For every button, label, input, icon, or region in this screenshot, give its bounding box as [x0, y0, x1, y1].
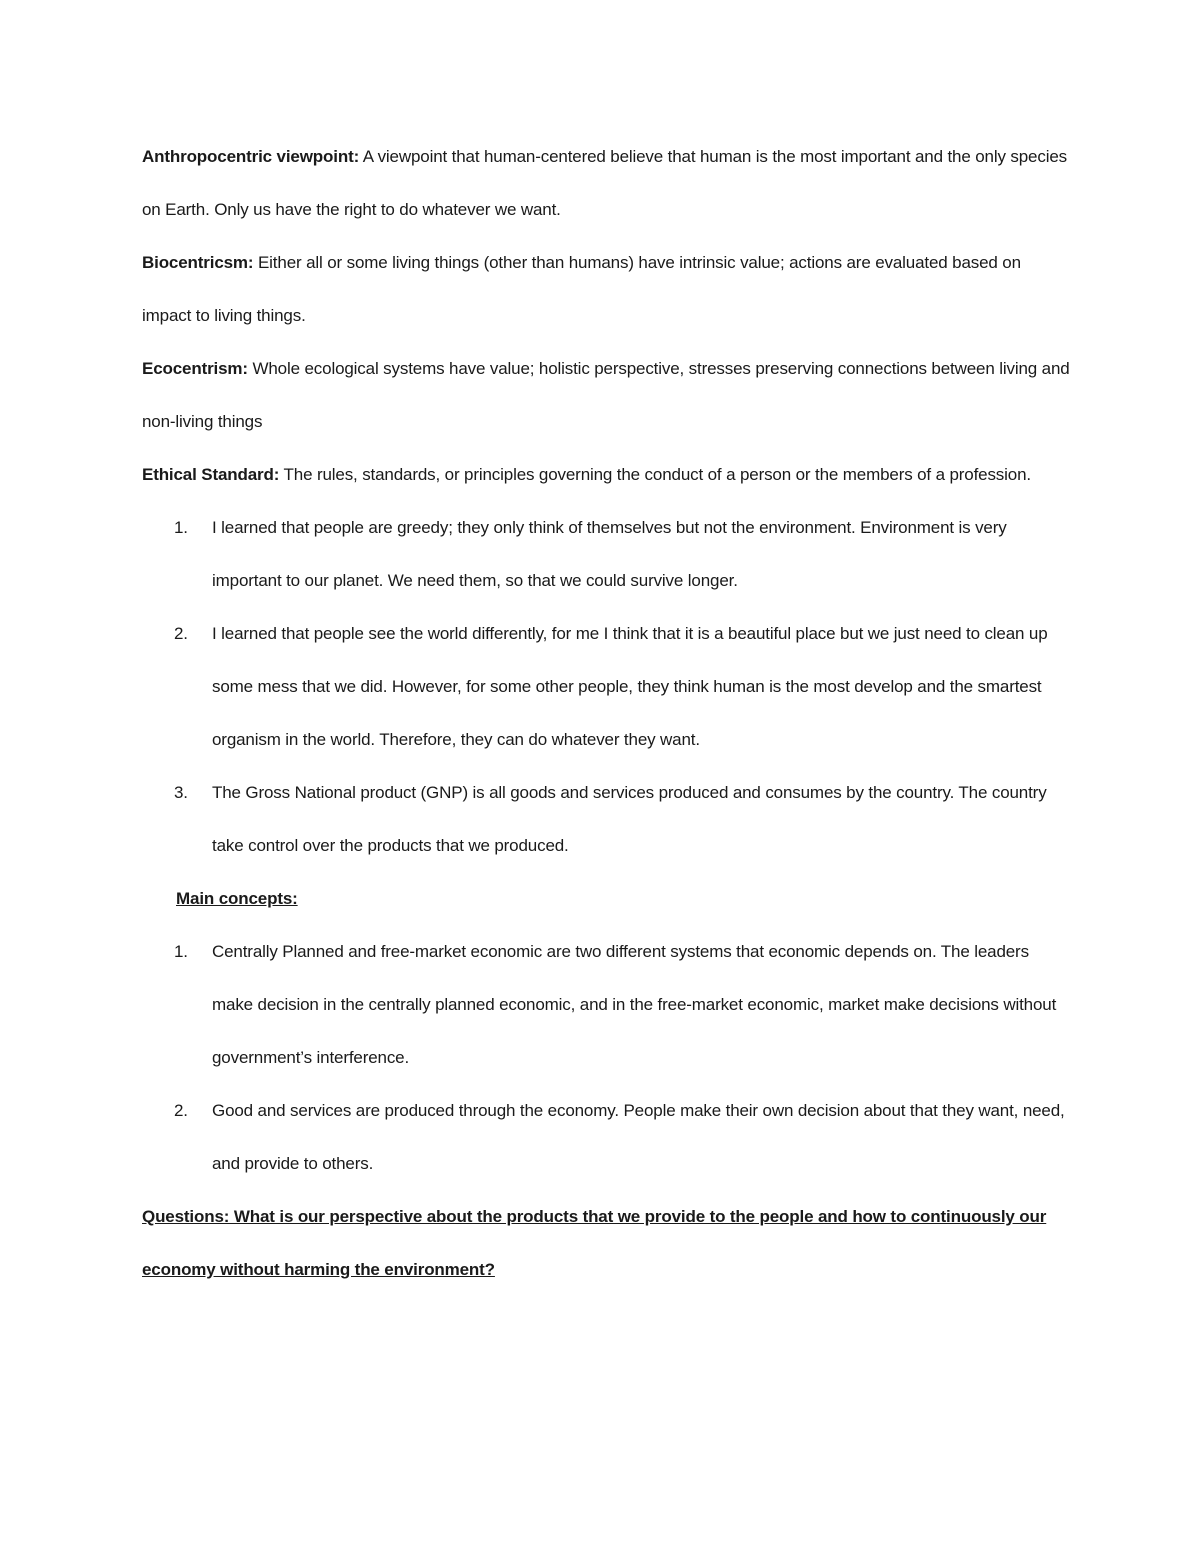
list-text: The Gross National product (GNP) is all goods and services produced and consumes by the country. The country take control over the products that we produced.: [212, 783, 1047, 855]
list-text: Centrally Planned and free-market economic are two different systems that economic depends on. The leaders make decision in the centrally planned economic, and in the free-market economic, market make decisions without government’s interference.: [212, 942, 1057, 1067]
definition-text: Whole ecological systems have value; holistic perspective, stresses preserving connections between living and non-living things: [142, 359, 1070, 431]
definition-ecocentrism: [142, 342, 1072, 448]
definition-text: A viewpoint that human-centered believe that human is the most important and the only species on Earth. Only us have the right to do whatever we want.: [142, 147, 1067, 219]
list-item: [142, 925, 1072, 1084]
definition-term: Biocentricsm:: [142, 253, 254, 272]
list-number: 2.: [174, 624, 188, 643]
question-text: Questions: What is our perspective about the products that we provide to the people and how to continuously our economy without harming the environment?: [142, 1207, 1047, 1279]
list-item: [142, 607, 1072, 766]
list-number: 1.: [174, 518, 188, 537]
concepts-list: [142, 925, 1072, 1190]
definition-term: Anthropocentric viewpoint:: [142, 147, 360, 166]
definition-text: Either all or some living things (other than humans) have intrinsic value; actions are evaluated based on impact to living things.: [142, 253, 1021, 325]
definition-term: Ethical Standard:: [142, 465, 280, 484]
list-text: I learned that people are greedy; they only think of themselves but not the environment. Environment is very important to our planet. We need them, so that we could survive longer.: [212, 518, 1007, 590]
list-item: [142, 501, 1072, 607]
learned-list: [142, 501, 1072, 872]
list-text: I learned that people see the world differently, for me I think that it is a beautiful place but we just need to clean up some mess that we did. However, for some other people, they think human is the most develop and the smartest organism in the world. Therefore, they can do whatever they want.: [212, 624, 1048, 749]
definition-text: The rules, standards, or principles governing the conduct of a person or the members of a profession.: [279, 465, 1031, 484]
document-body: [142, 130, 1072, 1296]
list-item: [142, 1084, 1072, 1190]
list-number: 2.: [174, 1101, 188, 1120]
definition-ethical-standard: [142, 448, 1072, 501]
main-concepts-heading: Main concepts:: [176, 889, 298, 908]
list-number: 3.: [174, 783, 188, 802]
list-text: Good and services are produced through the economy. People make their own decision about that they want, need, and provide to others.: [212, 1101, 1065, 1173]
definition-anthropocentric: [142, 130, 1072, 236]
list-item: [142, 766, 1072, 872]
definition-term: Ecocentrism:: [142, 359, 248, 378]
list-number: 1.: [174, 942, 188, 961]
definition-biocentrism: [142, 236, 1072, 342]
